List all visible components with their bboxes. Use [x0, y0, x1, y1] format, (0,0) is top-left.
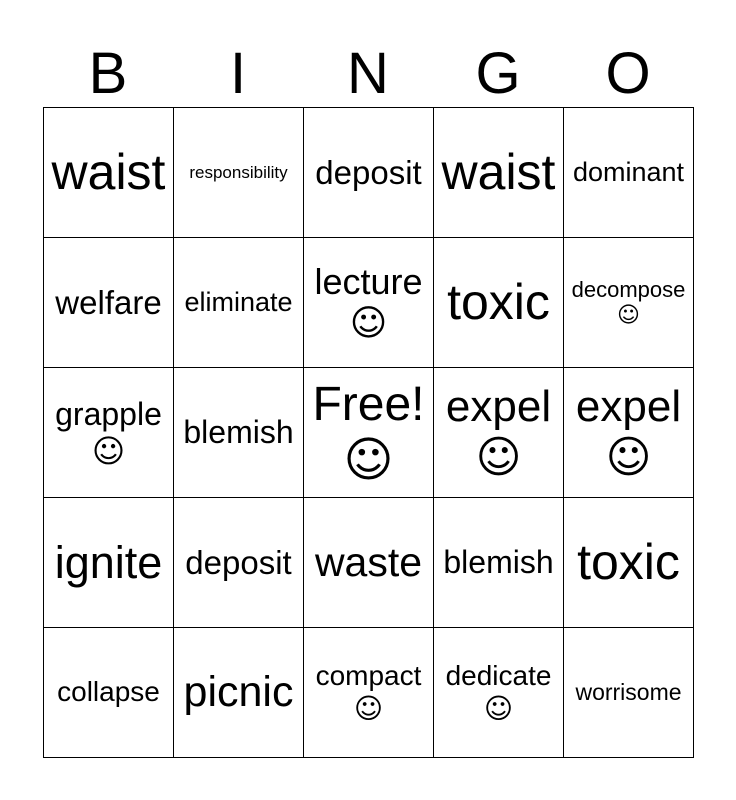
bingo-cell[interactable] [174, 108, 304, 238]
bingo-cell[interactable] [434, 628, 564, 758]
cell-word: waist [51, 143, 166, 200]
cell-word: compact [315, 660, 422, 692]
smiley-icon: ☺ [483, 691, 514, 725]
cell-word: ignite [54, 536, 163, 588]
cell-word: responsibility [189, 162, 288, 182]
header-letter-n: N [347, 41, 389, 106]
cell-word: deposit [185, 543, 292, 581]
smiley-icon: ☺ [349, 302, 388, 344]
bingo-cell[interactable] [304, 108, 434, 238]
cell-word: Free! [312, 378, 425, 432]
cell-word: collapse [57, 676, 160, 708]
bingo-cell[interactable] [564, 368, 694, 498]
cell-word: toxic [577, 533, 680, 590]
cell-word: toxic [447, 273, 550, 330]
smiley-icon: ☺ [605, 431, 652, 483]
cell-word: picnic [183, 667, 294, 716]
cell-word: dedicate [445, 660, 552, 692]
bingo-cell[interactable] [44, 628, 174, 758]
bingo-header [43, 40, 694, 108]
bingo-cell[interactable] [304, 368, 434, 498]
cell-word: eliminate [184, 286, 293, 317]
bingo-cell[interactable] [174, 628, 304, 758]
header-letter-i: I [229, 41, 247, 106]
cell-word: waist [441, 143, 556, 200]
cell-word: expel [575, 381, 682, 431]
bingo-cell[interactable] [174, 498, 304, 628]
cell-word: decompose [571, 277, 686, 303]
header-letter-b: B [88, 41, 128, 106]
bingo-cell[interactable] [564, 238, 694, 368]
cell-word: blemish [443, 544, 554, 581]
bingo-cell[interactable] [44, 368, 174, 498]
cell-word: blemish [183, 414, 294, 451]
bingo-cell[interactable] [304, 628, 434, 758]
smiley-icon: ☺ [343, 431, 394, 488]
bingo-cell[interactable] [564, 498, 694, 628]
bingo-cell[interactable] [44, 108, 174, 238]
bingo-cell[interactable] [564, 628, 694, 758]
bingo-cell[interactable] [44, 238, 174, 368]
smiley-icon: ☺ [353, 691, 384, 725]
header-letter-g: G [475, 41, 521, 106]
cell-word: lecture [314, 261, 423, 303]
bingo-cell[interactable] [174, 238, 304, 368]
bingo-cell[interactable] [434, 238, 564, 368]
bingo-cell[interactable] [434, 498, 564, 628]
smiley-icon: ☺ [91, 431, 126, 470]
bingo-cell[interactable] [174, 368, 304, 498]
cell-word: expel [445, 381, 552, 431]
bingo-cell[interactable] [564, 108, 694, 238]
smiley-icon: ☺ [475, 431, 522, 483]
cell-word: grapple [55, 395, 162, 432]
cell-word: deposit [315, 153, 422, 191]
cell-word: dominant [572, 156, 685, 187]
smiley-icon: ☺ [617, 302, 640, 328]
bingo-cell[interactable] [434, 368, 564, 498]
cell-word: waste [314, 538, 423, 585]
bingo-cell[interactable] [304, 498, 434, 628]
bingo-cell[interactable] [44, 498, 174, 628]
header-letter-o: O [605, 41, 651, 106]
cell-word: worrisome [575, 679, 682, 706]
bingo-board [43, 107, 694, 758]
bingo-cell[interactable] [304, 238, 434, 368]
cell-word: welfare [55, 283, 162, 321]
bingo-cell[interactable] [434, 108, 564, 238]
